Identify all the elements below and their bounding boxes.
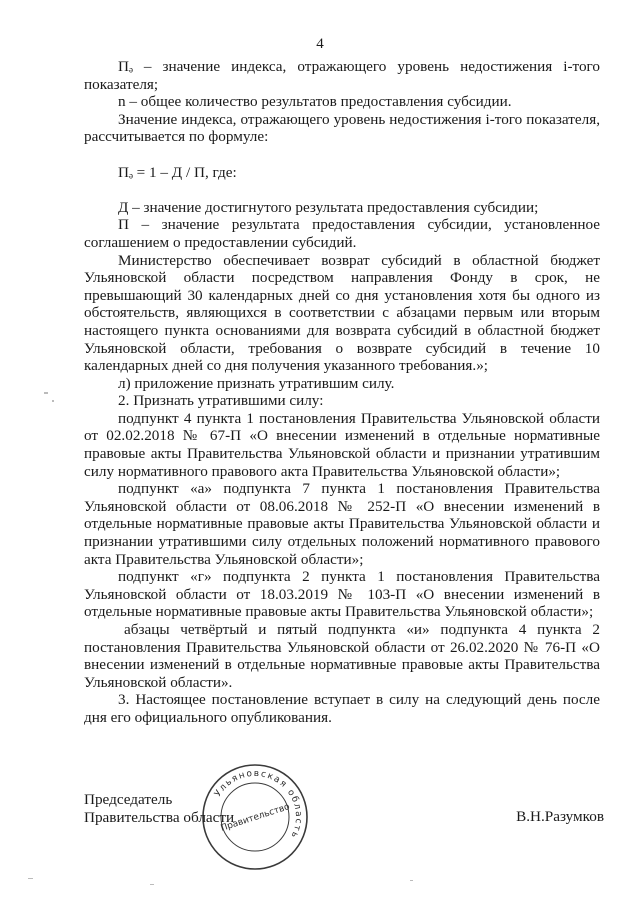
signer-name: В.Н.Разумков — [516, 808, 604, 825]
scan-speck — [44, 392, 48, 394]
signer-title-line1: Председатель — [84, 791, 173, 808]
paragraph: n – общее количество результатов предоставления субсидии. — [118, 93, 512, 111]
signature-block — [84, 791, 234, 826]
scan-speck — [52, 400, 54, 402]
paragraph: абзацы четвёртый и пятый подпункта «и» подпункта 4 пункта 2 постановления Правительства Ульяновской области от 26.02.2020 № 76-П «О внесении изменений в отдельные нормативные правовые акты Правительства Ульяновской области». — [84, 621, 600, 691]
paragraph: подпункт 4 пункта 1 постановления Правительства Ульяновской области от 02.02.2018 № 67-П «О внесении изменений в отдельные нормативные правовые акты Правительства Ульяновской области и признании утратившим силу нормативного правового акта Правительства Ульяновской области»; — [84, 409, 600, 480]
paragraph: Пₔ – значение индекса, отражающего уровень недостижения i-того показателя; — [84, 58, 600, 93]
scan-speck — [410, 880, 413, 881]
paragraph: Значение индекса, отражающего уровень недостижения i-того показателя, рассчитывается по формуле: — [84, 110, 600, 146]
paragraph: л) приложение признать утратившим силу. — [118, 374, 395, 392]
paragraph: подпункт «а» подпункта 7 пункта 1 постановления Правительства Ульяновской области от 08.06.2018 № 252-П «О внесении изменений в отдельные нормативные правовые акты Правительства Ульяновской области и признании утратившими силу отдельных положений нормативного правового акта Правительства Ульяновской области»; — [84, 480, 600, 568]
formula: Пₔ = 1 – Д / П, где: — [118, 163, 237, 181]
document-body — [84, 58, 600, 727]
page-number: 4 — [316, 36, 324, 52]
paragraph: П – значение результата предоставления субсидии, установленное соглашением о предоставлении субсидий. — [84, 216, 600, 251]
paragraph: 2. Признать утратившими силу: — [118, 392, 324, 410]
scan-speck — [28, 878, 33, 879]
paragraph: Д – значение достигнутого результата предоставления субсидии; — [118, 198, 539, 216]
signer-title-line2: Правительства области — [84, 808, 235, 826]
seal-ring-text: Ульяновская область — [213, 768, 304, 841]
seal-center-text: Правительство — [219, 802, 292, 834]
paragraph: подпункт «г» подпункта 2 пункта 1 постановления Правительства Ульяновской области от 18.03.2019 № 103-П «О внесении изменений в отдельные нормативные правовые акты Правительства Ульяновской области»; — [84, 568, 600, 621]
paragraph: Министерство обеспечивает возврат субсидий в областной бюджет Ульяновской области посредством направления Фонду в срок, не превышающий 30 календарных дней со дня установления хотя бы одного из обстоятельств, являющихся в соответствии с абзацами первым или вторым настоящего пункта основаниями для возврата субсидий в областной бюджет Ульяновской области, требования о возврате субсидий в течение 10 календарных дней со дня получения указанного требования.»; — [84, 251, 600, 375]
scan-speck — [150, 884, 154, 885]
paragraph: 3. Настоящее постановление вступает в силу на следующий день после дня его официального опубликования. — [84, 691, 600, 726]
